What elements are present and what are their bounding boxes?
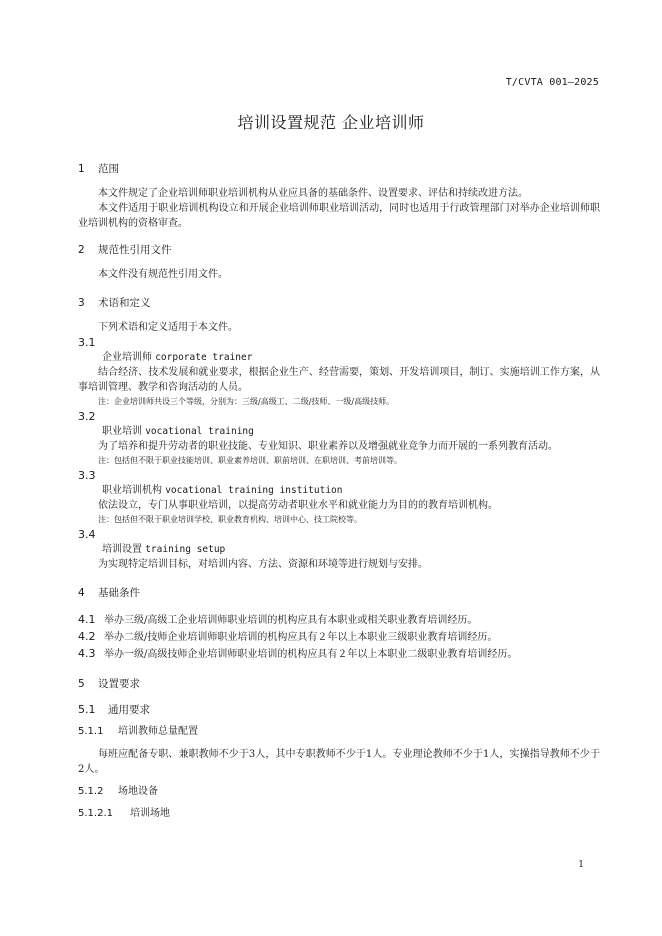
note-text: 包括但不限于职业技能培训、职业素养培训、职前培训、在职培训、考前培训等。 (114, 456, 402, 465)
section-title: 设置要求 (98, 678, 140, 690)
section-2-heading (78, 241, 600, 259)
subsection-5-1-2-heading (78, 783, 600, 801)
term-name-zh: 企业培训师 (102, 352, 152, 363)
subsection-number: 5.1.1 (78, 726, 104, 737)
note-label: 注： (98, 456, 114, 465)
section-number: 2 (78, 244, 85, 256)
section-number: 4 (78, 587, 85, 599)
note-label: 注： (98, 515, 114, 524)
section-number: 1 (78, 163, 85, 175)
paragraph: 本文件没有规范性引用文件。 (98, 269, 228, 280)
subsection-title: 培训教师总量配置 (118, 726, 198, 737)
section-title: 范围 (98, 163, 119, 175)
document-title: 培训设置规范 企业培训师 (237, 113, 425, 132)
item-text: 举办三级/高级工企业培训师职业培训的机构应具有本职业或相关职业教育培训经历。 (104, 615, 478, 626)
term-note (78, 513, 600, 527)
term-name-en: training setup (145, 544, 226, 555)
subsection-title: 通用要求 (108, 704, 150, 716)
page-number: 1 (578, 860, 584, 870)
list-item (78, 612, 600, 629)
term-definition: 结合经济、技术发展和就业要求，根据企业生产、经营需要，策划、开发培训项目，制订、实施培训工作方案，从事培训管理、教学和咨询活动的人员。 (78, 367, 600, 393)
term-name (78, 483, 600, 498)
paragraph: 每班应配备专职、兼职教师不少于3人，其中专职教师不少于1人。专业理论教师不少于1人，实操指导教师不少于2人。 (78, 749, 600, 775)
subsection-number: 5.1 (78, 703, 96, 716)
subsection-number: 5.1.2.1 (78, 808, 113, 819)
note-text: 包括但不限于职业培训学校、职业教育机构、培训中心、技工院校等。 (114, 515, 362, 524)
item-number: 4.3 (78, 647, 96, 660)
section-title: 规范性引用文件 (98, 244, 172, 256)
subsection-5-1-1-heading (78, 723, 600, 741)
item-text: 举办一级/高级技师企业培训师职业培训的机构应具有２年以上本职业二级职业教育培训经历。 (104, 649, 518, 660)
document-body (78, 160, 600, 823)
item-number: 4.2 (78, 630, 96, 643)
note-label: 注： (98, 397, 114, 406)
term-definition: 为了培养和提升劳动者的职业技能、专业知识、职业素养以及增强就业竞争力而开展的一系列教育活动。 (98, 441, 558, 452)
list-item (78, 646, 600, 663)
item-text: 举办二级/技师企业培训师职业培训的机构应具有２年以上本职业三级职业教育培训经历。 (104, 632, 498, 643)
document-code: T/CVTA 001—2025 (505, 77, 599, 88)
term-number: 3.1 (78, 336, 96, 349)
term-name-en: corporate trainer (155, 352, 253, 363)
subsection-number: 5.1.2 (78, 786, 104, 797)
term-definition: 为实现特定培训目标，对培训内容、方法、资源和环境等进行规划与安排。 (98, 559, 428, 570)
subsection-5-1-2-1-heading (78, 805, 600, 823)
section-number: 5 (78, 678, 85, 690)
subsection-title: 场地设备 (118, 786, 158, 797)
section-title: 术语和定义 (98, 297, 151, 309)
term-name (78, 350, 600, 365)
term-number: 3.3 (78, 469, 96, 482)
subsection-5-1-heading (78, 701, 600, 719)
term-note (78, 454, 600, 468)
paragraph: 本文件规定了企业培训师职业培训机构从业应具备的基础条件、设置要求、评估和持续改进方法。 (98, 188, 528, 199)
note-text: 企业培训师共设三个等级，分别为：三级/高级工、二级/技师、一级/高级技师。 (114, 397, 395, 406)
section-number: 3 (78, 297, 85, 309)
paragraph: 下列术语和定义适用于本文件。 (98, 322, 238, 333)
term-name (78, 542, 600, 557)
subsection-title: 培训场地 (130, 808, 170, 819)
section-title: 基础条件 (98, 587, 140, 599)
section-3-heading (78, 294, 600, 312)
term-number: 3.4 (78, 528, 96, 541)
section-4-heading (78, 584, 600, 602)
term-definition: 依法设立，专门从事职业培训，以提高劳动者职业水平和就业能力为目的的教育培训机构。 (98, 500, 498, 511)
term-name-en: vocational training (145, 426, 254, 437)
term-name-zh: 职业培训 (102, 426, 142, 437)
term-name-zh: 职业培训机构 (102, 485, 162, 496)
paragraph: 本文件适用于职业培训机构设立和开展企业培训师职业培训活动，同时也适用于行政管理部门对举办企业培训师职业培训机构的资格审查。 (78, 203, 600, 229)
section-1-heading (78, 160, 600, 178)
term-name-zh: 培训设置 (102, 544, 142, 555)
term-note (78, 395, 600, 409)
section-5-heading (78, 675, 600, 693)
list-item (78, 629, 600, 646)
item-number: 4.1 (78, 613, 96, 626)
term-number: 3.2 (78, 410, 96, 423)
term-name (78, 424, 600, 439)
term-name-en: vocational training institution (165, 485, 343, 496)
